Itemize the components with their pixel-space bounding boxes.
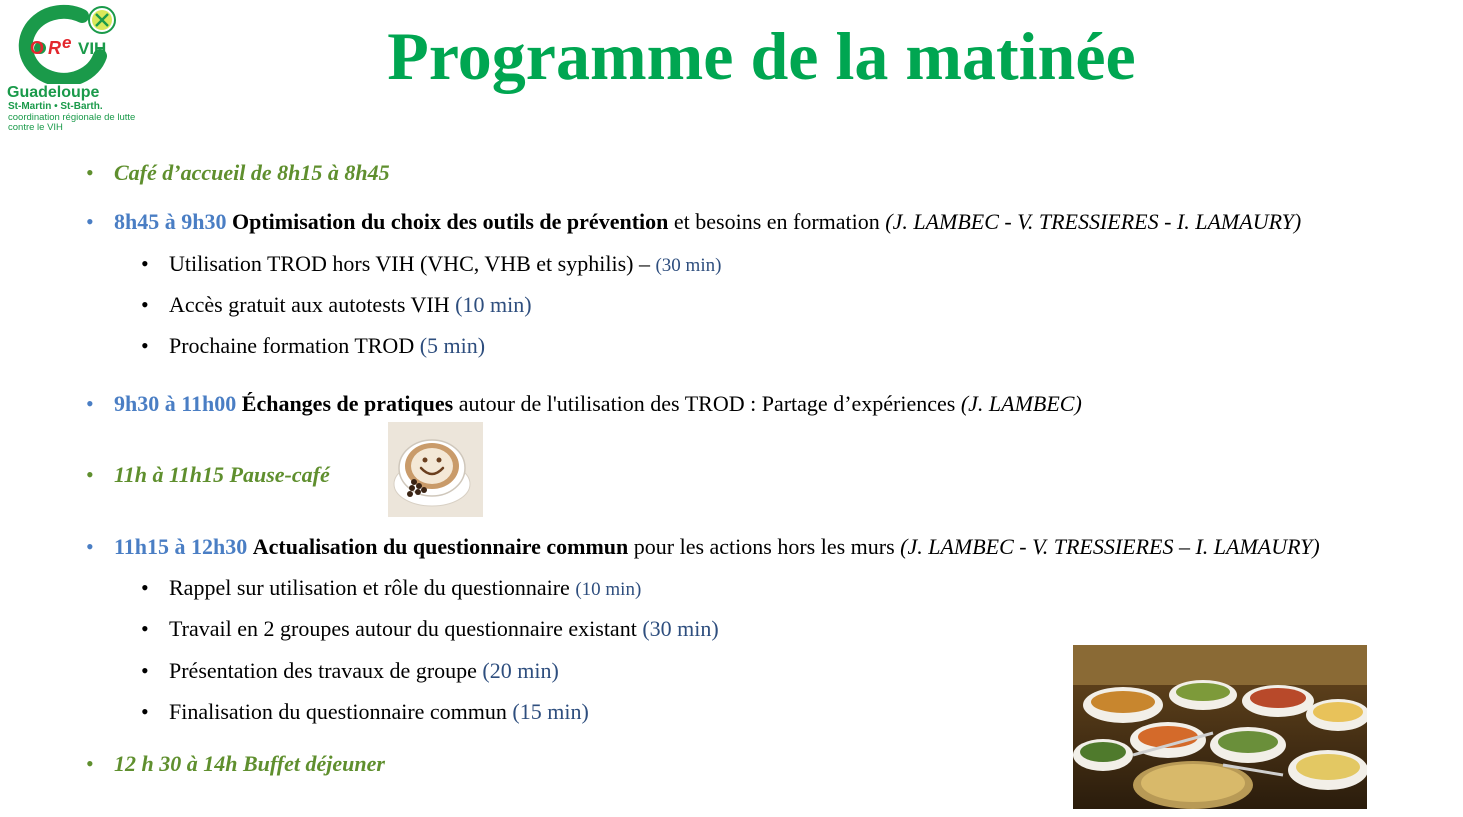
session-time: 11h15 à 12h30: [114, 534, 248, 559]
subitem-duration: (15 min): [512, 699, 589, 724]
subitem-duration: (20 min): [482, 658, 559, 683]
program-item-coffee-break: [86, 462, 330, 488]
subitem-text: Finalisation du questionnaire commun: [169, 699, 513, 724]
bullet: •: [86, 751, 94, 776]
session-time: 8h45 à 9h30: [114, 209, 227, 234]
program-item-welcome-coffee: [86, 160, 390, 186]
svg-text:R: R: [48, 38, 61, 58]
program-subitem-trod: [141, 251, 721, 279]
bullet: •: [141, 658, 149, 683]
program-item-buffet: [86, 751, 385, 777]
bullet: •: [141, 699, 149, 724]
bullet: •: [86, 534, 94, 559]
program-subitem-presentation: [141, 658, 559, 684]
subitem-text: Rappel sur utilisation et rôle du questionnaire: [169, 575, 576, 600]
program-subitem-group-work: [141, 616, 719, 642]
program-subitem-next-training: [141, 333, 485, 359]
bullet: •: [141, 333, 149, 358]
session-title: Optimisation du choix des outils de prévention: [231, 209, 669, 234]
program-item-session-exchanges: [86, 391, 1082, 417]
bullet: •: [141, 616, 149, 641]
logo-tagline: coordination régionale de lutte contre le VIH: [8, 112, 136, 133]
subitem-duration: (5 min): [419, 333, 486, 358]
session-speakers: (J. LAMBEC - V. TRESSIERES - I. LAMAURY): [885, 209, 1302, 234]
svg-text:O: O: [30, 38, 45, 58]
subitem-duration: (10 min): [575, 579, 642, 600]
break-label: 11h à 11h15 Pause-café: [114, 462, 330, 487]
program-item-session-questionnaire: [86, 534, 1320, 560]
bullet: •: [86, 160, 94, 185]
subitem-text: Présentation des travaux de groupe: [169, 658, 483, 683]
subitem-text: Travail en 2 groupes autour du questionnaire existant: [169, 616, 643, 641]
session-description: pour les actions hors les murs: [628, 534, 901, 559]
logo-region: Guadeloupe: [7, 84, 100, 101]
session-speakers: (J. LAMBEC - V. TRESSIERES – I. LAMAURY): [900, 534, 1320, 559]
bullet: •: [86, 209, 94, 234]
bullet: •: [86, 462, 94, 487]
bullet: •: [141, 292, 149, 317]
session-speakers: (J. LAMBEC): [960, 391, 1082, 416]
bullet: •: [141, 251, 149, 276]
break-label: Café d’accueil de 8h15 à 8h45: [114, 160, 390, 185]
session-title: Actualisation du questionnaire commun: [252, 534, 629, 559]
subitem-text: Prochaine formation TROD: [169, 333, 420, 358]
session-time: 9h30 à 11h00: [114, 391, 237, 416]
program-subitem-recall: [141, 575, 641, 603]
break-label: 12 h 30 à 14h Buffet déjeuner: [114, 751, 385, 776]
subitem-duration: (30 min): [642, 616, 719, 641]
subitem-duration: (30 min): [655, 255, 722, 276]
coffee-cup-image: [388, 422, 483, 517]
logo-subregion: St-Martin • St-Barth.: [8, 101, 103, 112]
session-description: et besoins en formation: [668, 209, 886, 234]
session-title: Échanges de pratiques: [241, 391, 454, 416]
subitem-text: Utilisation TROD hors VIH (VHC, VHB et syphilis) –: [169, 251, 656, 276]
program-subitem-finalisation: [141, 699, 589, 725]
bullet: •: [141, 575, 149, 600]
svg-text:VIH: VIH: [78, 39, 107, 58]
program-item-session-prevention: [86, 209, 1301, 235]
session-description: autour de l'utilisation des TROD : Partage d’expériences: [453, 391, 961, 416]
buffet-image: [1073, 645, 1367, 809]
program-subitem-autotests: [141, 292, 532, 318]
svg-text:e: e: [62, 33, 72, 52]
bullet: •: [86, 391, 94, 416]
page-title: Programme de la matinée: [387, 18, 1136, 94]
subitem-duration: (10 min): [455, 292, 532, 317]
subitem-text: Accès gratuit aux autotests VIH: [169, 292, 456, 317]
